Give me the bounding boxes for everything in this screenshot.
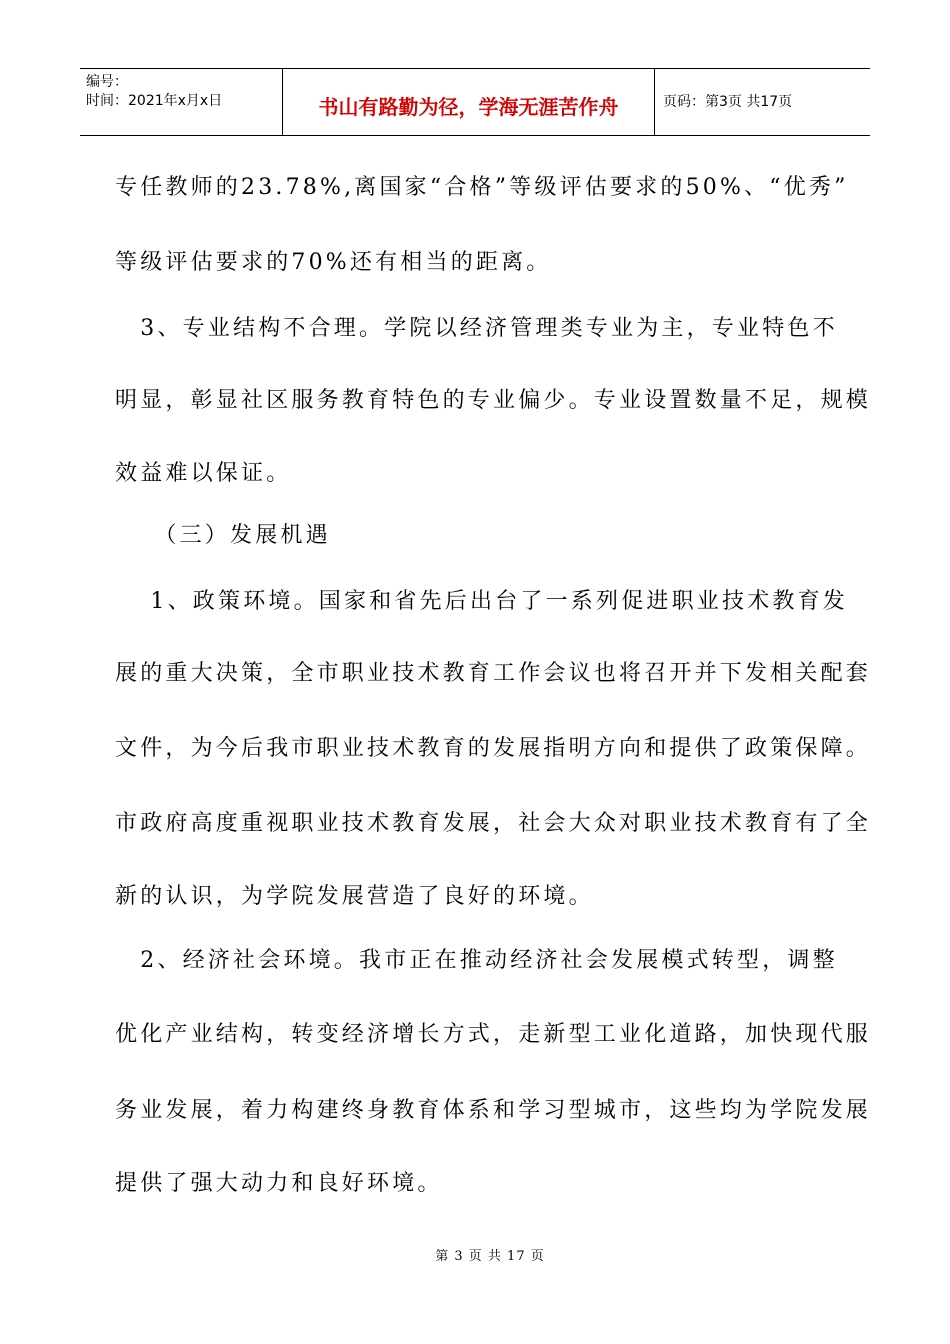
date-label: 时间：2021年x月x日 — [86, 93, 223, 109]
header-page-info: 页码：第3页 共17页 — [663, 94, 793, 110]
body-line: 提供了强大动力和良好环境。 — [115, 1171, 443, 1196]
body-line: 务业发展，着力构建终身教育体系和学习型城市，这些均为学院发展 — [115, 1098, 872, 1123]
header-meta — [80, 69, 282, 135]
body-line: 明显，彰显社区服务教育特色的专业偏少。专业设置数量不足，规模 — [115, 388, 872, 413]
body-line: 1、政策环境。国家和省先后出台了一系列促进职业技术教育发 — [115, 589, 848, 614]
section-heading: （三）发展机遇 — [115, 523, 331, 548]
body-line: 2、经济社会环境。我市正在推动经济社会发展模式转型，调整 — [115, 948, 838, 973]
page-footer: 第 3 页 共 17 页 — [435, 1249, 545, 1264]
body-line: 等级评估要求的70%还有相当的距离。 — [115, 250, 552, 275]
body-line: 文件，为今后我市职业技术教育的发展指明方向和提供了政策保障。 — [115, 736, 872, 761]
number-label: 编号： — [86, 74, 128, 90]
body-line: 展的重大决策，全市职业技术教育工作会议也将召开并下发相关配套 — [115, 661, 872, 686]
body-line: 新的认识，为学院发展营造了良好的环境。 — [115, 884, 594, 909]
body-line: 效益难以保证。 — [115, 461, 292, 486]
header-motto: 书山有路勤为径，学海无涯苦作舟 — [282, 69, 655, 135]
body-line: 市政府高度重视职业技术教育发展，社会大众对职业技术教育有了全 — [115, 811, 872, 836]
body-line: 优化产业结构，转变经济增长方式，走新型工业化道路，加快现代服 — [115, 1022, 872, 1047]
body-line: 3、专业结构不合理。学院以经济管理类专业为主，专业特色不 — [115, 316, 838, 341]
document-header — [80, 68, 870, 136]
body-line: 专任教师的23.78%,离国家“合格”等级评估要求的50%、“优秀” — [115, 175, 849, 200]
